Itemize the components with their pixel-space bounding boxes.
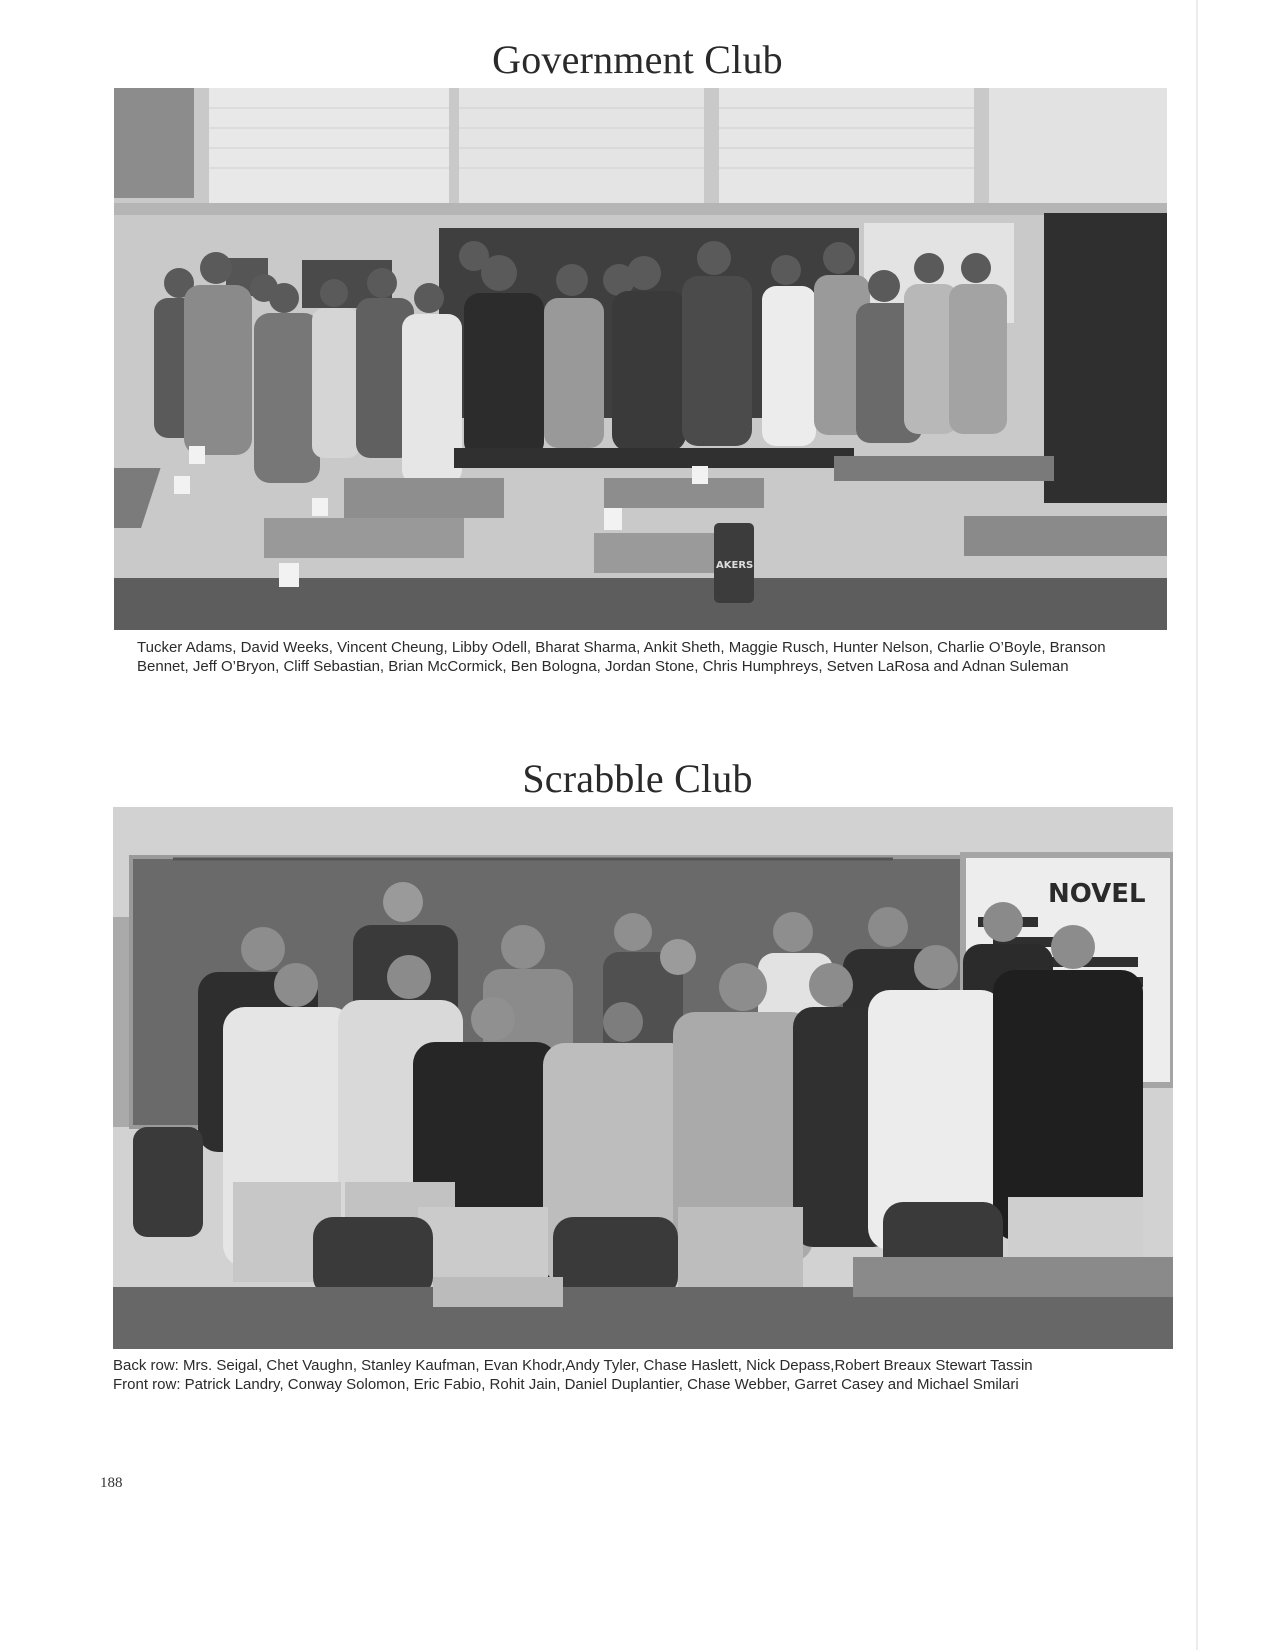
government-club-caption-text: Tucker Adams, David Weeks, Vincent Cheung, Libby Odell, Bharat Sharma, Ankit Sheth, Maggie Rusch, Hunter Nelson, Charlie O’Boyle, Branson Bennet, Jeff O’Bryon, Cliff Sebastian, Brian McCormick, Ben Bologna, Jordan Stone, Chris Humphreys, Setven LaRosa and Adnan Suleman (137, 639, 1106, 675)
bulletin-board-heading: NOVEL (1048, 879, 1146, 909)
government-club-caption (137, 638, 1152, 676)
page-number: 188 (100, 1475, 123, 1491)
canister-label: AKERS (716, 560, 754, 571)
scrabble-club-caption (113, 1356, 1173, 1394)
scrabble-club-caption-front-row: Front row: Patrick Landry, Conway Solomon, Eric Fabio, Rohit Jain, Daniel Duplantier, Chase Webber, Garret Casey and Michael Smilari (113, 1376, 1019, 1393)
scrabble-club-photo (113, 807, 1173, 1349)
scrabble-club-caption-back-row: Back row: Mrs. Seigal, Chet Vaughn, Stanley Kaufman, Evan Khodr,Andy Tyler, Chase Haslett, Nick Depass,Robert Breaux Stewart Tassin (113, 1357, 1033, 1374)
page-edge (1196, 0, 1198, 1650)
government-club-title: Government Club (492, 37, 783, 82)
government-club-photo (114, 88, 1167, 630)
scrabble-club-title: Scrabble Club (522, 756, 753, 801)
